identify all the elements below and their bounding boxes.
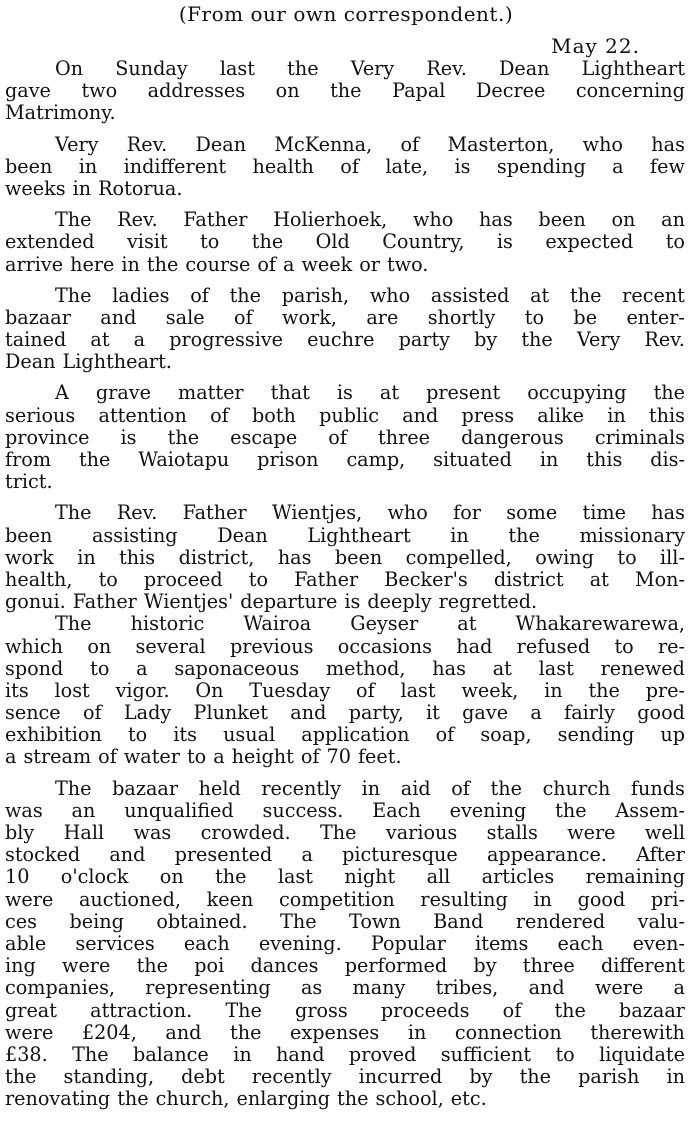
text-line: The Rev. Father Holierhoek, who has been on an — [55, 208, 685, 232]
text-line: bazaar and sale of work, are shortly to be enter- — [5, 305, 685, 329]
article-body — [5, 58, 685, 1119]
paragraph — [5, 382, 685, 493]
text-line: spond to a saponaceous method, has at last renewed — [5, 656, 685, 680]
text-line: gave two addresses on the Papal Decree concerning — [5, 79, 685, 103]
text-line: tained at a progressive euchre party by the Very Rev. — [5, 328, 685, 352]
text-line: from the Waiotapu prison camp, situated in this dis- — [5, 448, 685, 471]
text-line: were £204, and the expenses in connection therewith — [5, 1020, 685, 1044]
paragraph — [5, 778, 685, 1111]
text-line: been assisting Dean Lightheart in the missionary — [5, 523, 685, 547]
text-line: were auctioned, keen competition resulting in good pri- — [5, 887, 685, 911]
text-line: renovating the church, enlarging the school, etc. — [5, 1087, 487, 1111]
text-line: great attraction. The gross proceeds of the bazaar — [5, 998, 685, 1022]
correspondent-header: (From our own correspondent.) — [178, 2, 514, 26]
paragraph — [5, 134, 685, 201]
text-line: The bazaar held recently in aid of the church funds — [55, 776, 685, 800]
text-line: The ladies of the parish, who assisted at the recent — [55, 283, 685, 307]
text-line: gonui. Father Wientjes' departure is deeply regretted. — [5, 590, 538, 614]
text-line: which on several previous occasions had refused to re- — [5, 634, 685, 658]
text-line: health, to proceed to Father Becker's district at Mon- — [5, 567, 685, 591]
text-line: The historic Wairoa Geyser at Whakarewarewa, — [55, 612, 685, 636]
text-line: been in indifferent health of late, is spending a few — [5, 154, 685, 178]
text-line: trict. — [5, 470, 53, 494]
text-line: was an unqualified success. Each evening the Assem- — [5, 798, 685, 822]
text-line: a stream of water to a height of 70 feet. — [5, 745, 402, 769]
text-line: ing were the poi dances performed by three different — [5, 954, 685, 978]
text-line: serious attention of both public and press alike in this — [5, 403, 685, 427]
text-line: companies, representing as many tribes, and were a — [5, 976, 685, 1000]
paragraph — [5, 58, 685, 125]
text-line: extended visit to the Old Country, is expected to — [5, 230, 685, 254]
text-line: stocked and presented a picturesque appearance. After — [5, 843, 685, 867]
text-line: exhibition to its usual application of soap, sending up — [5, 723, 685, 747]
text-line: Very Rev. Dean McKenna, of Masterton, who has — [55, 132, 685, 156]
text-line: arrive here in the course of a week or two. — [5, 252, 429, 276]
paragraph — [5, 285, 685, 374]
text-line: ces being obtained. The Town Band rendered valu- — [5, 909, 685, 933]
text-line: the standing, debt recently incurred by the parish in — [5, 1065, 685, 1089]
text-line: bly Hall was crowded. The various stalls were well — [5, 821, 685, 844]
text-line: able services each evening. Popular items each even- — [5, 931, 685, 955]
text-line: weeks in Rotorua. — [5, 176, 183, 200]
text-line: £38. The balance in hand proved sufficient to liquidate — [5, 1042, 685, 1066]
text-line: work in this district, has been compelled, owing to ill- — [5, 545, 685, 569]
text-line: province is the escape of three dangerous criminals — [5, 425, 685, 449]
text-line: 10 o'clock on the last night all articles remaining — [5, 865, 685, 889]
text-line: sence of Lady Plunket and party, it gave a fairly good — [5, 701, 685, 725]
text-line: Matrimony. — [5, 101, 116, 125]
text-line: A grave matter that is at present occupying the — [55, 381, 685, 405]
text-line: its lost vigor. On Tuesday of last week, in the pre- — [5, 678, 685, 702]
text-line: On Sunday last the Very Rev. Dean Lightheart — [55, 57, 685, 80]
text-line: Dean Lightheart. — [5, 350, 172, 374]
paragraph — [5, 209, 685, 276]
dateline: May 22. — [551, 34, 640, 58]
text-line: The Rev. Father Wientjes, who for some time has — [55, 501, 685, 525]
paragraph — [5, 502, 685, 768]
